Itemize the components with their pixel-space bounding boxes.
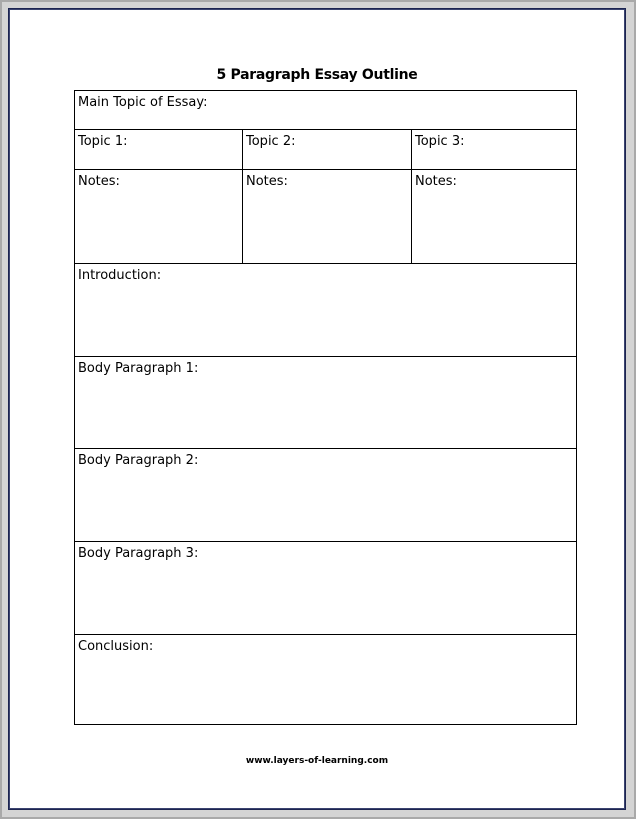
notes-1-cell xyxy=(75,170,243,263)
notes-2-cell xyxy=(243,170,412,263)
body-paragraph-2-row xyxy=(75,449,576,542)
body-paragraph-1-row xyxy=(75,357,576,449)
main-topic-label: Main Topic of Essay: xyxy=(78,95,208,110)
conclusion-label: Conclusion: xyxy=(78,639,154,654)
main-topic-row xyxy=(75,91,576,130)
introduction-label: Introduction: xyxy=(78,268,162,283)
notes-row xyxy=(75,170,576,264)
introduction-row xyxy=(75,264,576,357)
topic-1-label: Topic 1: xyxy=(78,134,128,149)
topic-2-label: Topic 2: xyxy=(246,134,296,149)
website-footer: www.layers-of-learning.com xyxy=(245,756,389,766)
page-title: 5 Paragraph Essay Outline xyxy=(216,67,418,83)
body-paragraph-3-label: Body Paragraph 3: xyxy=(78,546,199,561)
topic-3-cell xyxy=(412,130,576,169)
topic-1-cell xyxy=(75,130,243,169)
body-paragraph-3-row xyxy=(75,542,576,635)
notes-3-cell xyxy=(412,170,576,263)
body-paragraph-1-label: Body Paragraph 1: xyxy=(78,361,199,376)
notes-1-label: Notes: xyxy=(78,174,120,189)
conclusion-row xyxy=(75,635,576,725)
topic-3-label: Topic 3: xyxy=(415,134,465,149)
notes-3-label: Notes: xyxy=(415,174,457,189)
topic-2-cell xyxy=(243,130,412,169)
outline-table xyxy=(74,90,577,725)
topics-row xyxy=(75,130,576,170)
notes-2-label: Notes: xyxy=(246,174,288,189)
body-paragraph-2-label: Body Paragraph 2: xyxy=(78,453,199,468)
worksheet-page xyxy=(8,8,626,810)
